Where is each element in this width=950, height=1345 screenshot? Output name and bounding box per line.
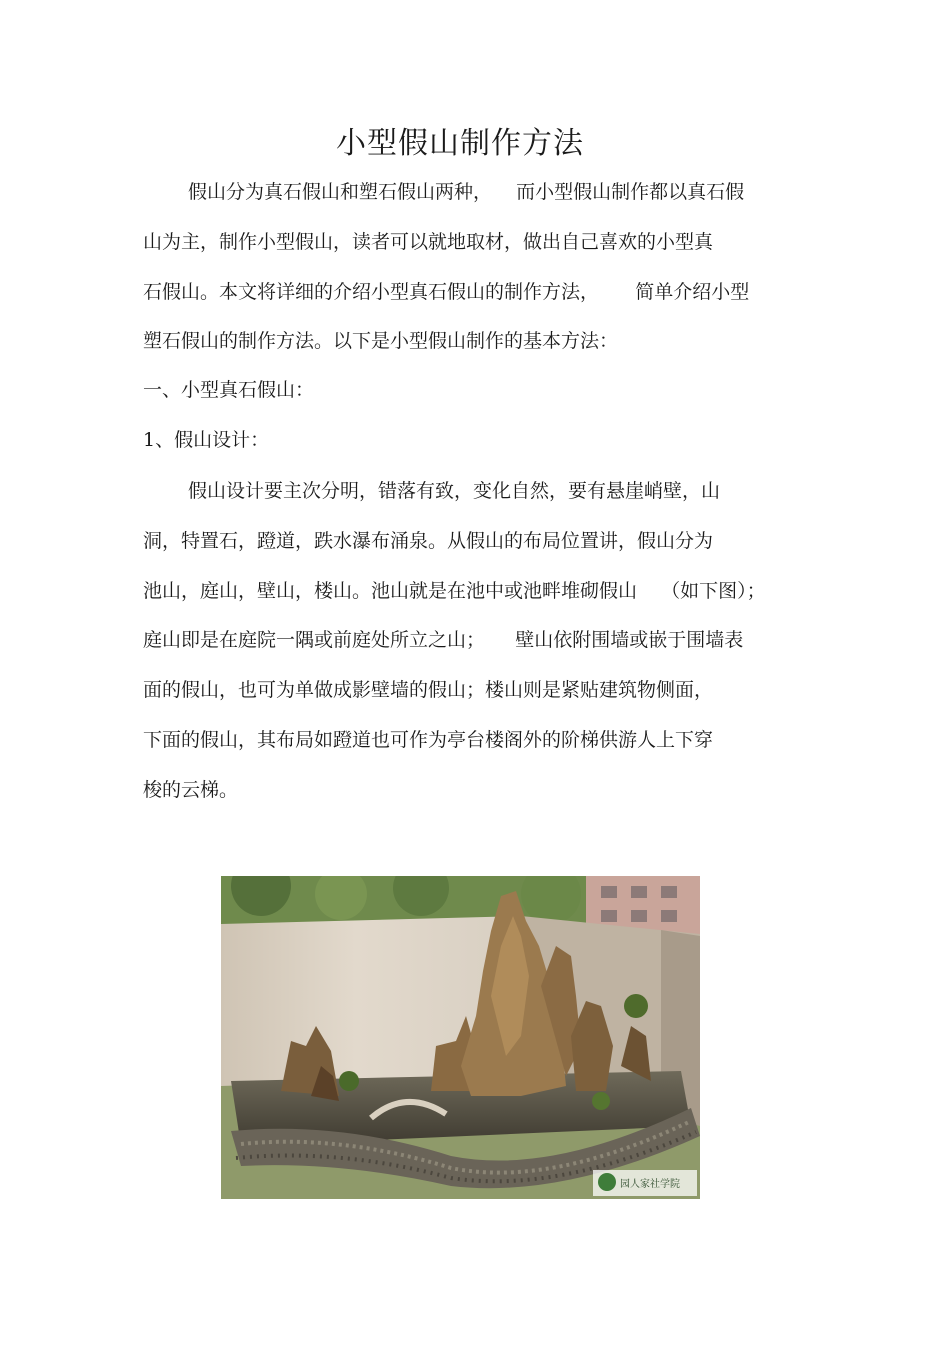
paragraph-line: 塑石假山的制作方法。以下是小型假山制作的基本方法： xyxy=(143,330,619,352)
subsection-heading: 1、假山设计： xyxy=(143,429,270,451)
paragraph-line: 庭山即是在庭院一隅或前庭处所立之山； 壁山依附围墙或嵌于围墙表 xyxy=(143,629,744,651)
paragraph-line: 梭的云梯。 xyxy=(143,779,239,801)
paragraph-line: 假山设计要主次分明，错落有致，变化自然，要有悬崖峭壁，山 xyxy=(188,480,721,502)
paragraph-line: 假山分为真石假山和塑石假山两种， 而小型假山制作都以真石假 xyxy=(188,181,745,203)
paragraph-line: 下面的假山，其布局如蹬道也可作为亭台楼阁外的阶梯供游人上下穿 xyxy=(143,729,714,751)
paragraph-line: 面的假山，也可为单做成影壁墙的假山；楼山则是紧贴建筑物侧面， xyxy=(143,679,714,701)
document-title: 小型假山制作方法 xyxy=(336,126,584,161)
watermark-text: 园人家社学院 xyxy=(620,1179,680,1190)
rockery-photo xyxy=(221,876,700,1199)
paragraph-line: 洞，特置石，蹬道，跌水瀑布涌泉。从假山的布局位置讲，假山分为 xyxy=(143,530,714,552)
section-heading: 一、小型真石假山： xyxy=(143,379,315,401)
paragraph-line: 石假山。本文将详细的介绍小型真石假山的制作方法， 简单介绍小型 xyxy=(143,281,750,303)
paragraph-line: 池山，庭山，壁山，楼山。池山就是在池中或池畔堆砌假山 （如下图）； xyxy=(143,580,766,602)
paragraph-line: 山为主，制作小型假山，读者可以就地取材，做出自己喜欢的小型真 xyxy=(143,231,714,253)
